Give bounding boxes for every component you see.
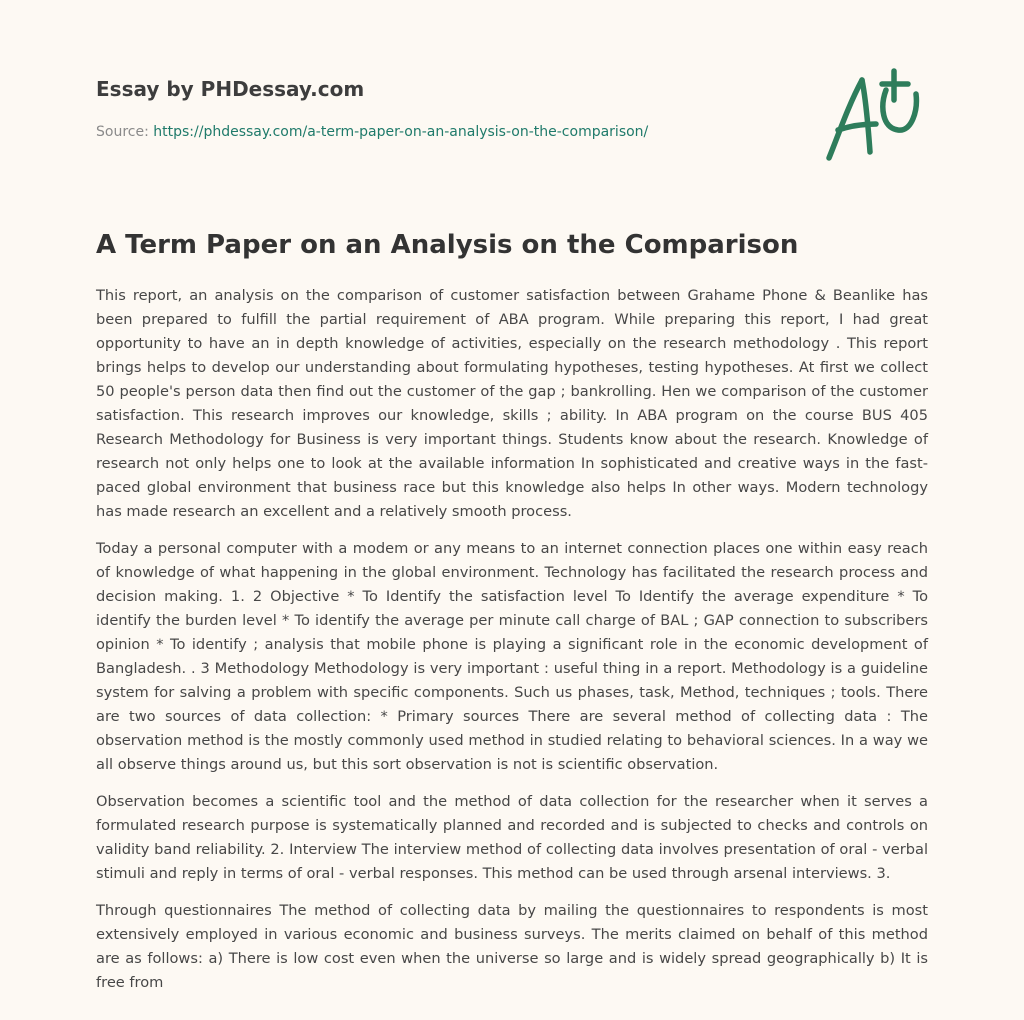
a-plus-grade-icon [818,66,928,166]
source-line [96,122,796,142]
essay-paragraph: Observation becomes a scientific tool and the method of data collection for the researcher when it serves a formulated research purpose is systematically planned and recorded and is subjected to checks and controls on validity band reliability. 2. Interview The interview method of collecting data involves presentation of oral - verbal stimuli and reply in terms of oral - verbal responses. This method can be used through arsenal interviews. 3. [96,793,928,882]
essay-paragraph: This report, an analysis on the comparison of customer satisfaction between Grahame Phone & Beanlike has been prepared to fulfill the partial requirement of ABA program. While preparing this report, I had great opportunity to have an in depth knowledge of activities, especially on the research methodology . This report brings helps to develop our understanding about formulating hypotheses, testing hypotheses. At first we collect 50 people's person data then find out the customer of the gap ; bankrolling. Hen we comparison of the customer satisfaction. This research improves our knowledge, skills ; ability. In ABA program on the course BUS 405 Research Methodology for Business is very important things. Students know about the research. Knowledge of research not only helps one to look at the available information In sophisticated and creative ways in the fast-paced global environment that business race but this knowledge also helps In other ways. Modern technology has made research an excellent and a relatively smooth process. [96,287,928,520]
page-title: A Term Paper on an Analysis on the Comparison [96,230,799,260]
essay-body [96,284,928,1008]
essay-paragraph: Through questionnaires The method of collecting data by mailing the questionnaires to respondents is most extensively employed in various economic and business surveys. The merits claimed on behalf of this method are as follows: a) There is low cost even when the universe so large and is widely spread geographically b) It is free from [96,902,928,991]
source-link[interactable]: https://phdessay.com/a-term-paper-on-an-analysis-on-the-comparison/ [153,124,649,140]
essay-header [96,74,796,142]
essay-paragraph: Today a personal computer with a modem or any means to an internet connection places one within easy reach of knowledge of what happening in the global environment. Technology has facilitated the research process and decision making. 1. 2 Objective * To Identify the satisfaction level To Identify the average expenditure * To identify the burden level * To identify the average per minute call charge of BAL ; GAP connection to subscribers opinion * To identify ; analysis that mobile phone is playing a significant role in the economic development of Bangladesh. . 3 Methodology Methodology is very important : useful thing in a report. Methodology is a guideline system for salving a problem with specific components. Such us phases, task, Method, techniques ; tools. There are two sources of data collection: * Primary sources There are several method of collecting data : The observation method is the mostly commonly used method in studied relating to behavioral sciences. In a way we all observe things around us, but this sort observation is not is scientific observation. [96,540,928,773]
site-brand: Essay by PHDessay.com [96,77,365,101]
source-label: Source: [96,124,154,140]
